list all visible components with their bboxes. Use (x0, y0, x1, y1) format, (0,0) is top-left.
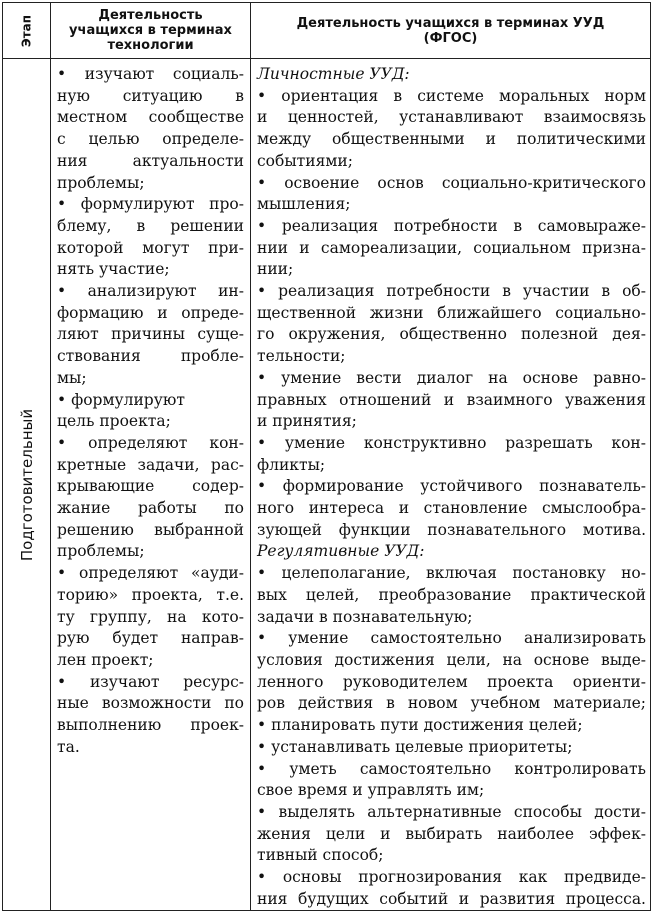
header-fgos (251, 3, 651, 59)
fgos-line: мышления; (257, 195, 351, 214)
technology-line: решению выбранной (57, 520, 244, 539)
fgos-line: нии и самореализации, социальном призна- (257, 238, 646, 257)
technology-cell (51, 59, 251, 911)
fgos-line: • ориентация в системе моральных норм (257, 86, 646, 105)
fgos-line: фликты; (257, 455, 326, 474)
fgos-line: • уметь самостоятельно контролировать (257, 759, 646, 778)
fgos-line: • планировать пути достижения целей; (257, 716, 583, 735)
fgos-line: щественной жизни ближайшего социально- (257, 303, 646, 322)
section-subheading: Регулятивные УУД: (257, 542, 425, 561)
header-stage-label: Этап (19, 14, 33, 47)
fgos-line: и принятия; (257, 412, 357, 431)
fgos-line: • освоение основ социально-критического (257, 173, 646, 192)
fgos-cell (251, 59, 651, 911)
technology-line: формацию и опреде- (57, 303, 244, 322)
technology-line: ляют причины суще- (57, 325, 244, 344)
fgos-line: задачи в познавательную; (257, 607, 473, 626)
header-fgos-line: (ФГОС) (423, 30, 478, 46)
header-fgos-line: Деятельность учащихся в терминах УУД (296, 15, 605, 31)
fgos-line: • основы прогнозирования как предвиде- (257, 868, 646, 887)
fgos-line: • умение вести диалог на основе равно- (257, 368, 646, 387)
fgos-line: условия достижения цели, на основе выде- (257, 650, 646, 669)
stage-name: Подготовительный (17, 408, 36, 561)
fgos-line: ния будущих событий и развития процесса. (257, 889, 646, 908)
section-subheading: Личностные УУД: (257, 65, 410, 83)
technology-line: ные возможности по (57, 694, 244, 713)
technology-line: цель проекта; (57, 412, 171, 431)
fgos-list (257, 64, 646, 910)
technology-line: с целью определе- (57, 130, 244, 149)
fgos-line: событиями; (257, 151, 353, 170)
technology-line: • изучают ресурс- (57, 672, 244, 691)
fgos-line: го окружения, общественно полезной дея- (257, 325, 646, 344)
fgos-line: ров действия в новом учебном материале; (257, 694, 646, 713)
fgos-line: ленного руководителем проекта ориенти- (257, 672, 646, 691)
fgos-line: тивный способ; (257, 846, 384, 865)
technology-line: ния актуальности (57, 151, 244, 170)
fgos-line: • реализация потребности в участии в об- (257, 282, 646, 301)
fgos-line: вых целей, преобразование практической (257, 585, 646, 604)
technology-line: • формулируют про- (57, 195, 244, 214)
header-row (3, 3, 651, 59)
technology-line: жание работы по (57, 499, 244, 518)
stage-row (3, 59, 651, 911)
fgos-line: • умение самостоятельно анализировать (257, 629, 646, 648)
fgos-line: тельности; (257, 347, 346, 366)
fgos-line: жения цели и выбирать наиболее эффек- (257, 824, 646, 843)
fgos-line: • формирование устойчивого познаватель- (257, 477, 646, 496)
technology-line: торию» проекта, т.е. (57, 585, 244, 604)
header-stage (3, 3, 51, 59)
technology-line: ную ситуацию в (57, 86, 244, 105)
technology-line: • определяют «ауди- (57, 564, 244, 583)
fgos-line: свое время и управлять им; (257, 781, 485, 800)
technology-line: рую будет направ- (57, 629, 244, 648)
fgos-line: и ценностей, устанавливают взаимосвязь (257, 108, 646, 127)
technology-line: мы; (57, 368, 87, 387)
technology-line: местном сообществе (57, 108, 244, 127)
technology-line: ствования пробле- (57, 347, 244, 366)
fgos-line: • умение конструктивно разрешать кон- (257, 433, 646, 452)
technology-line: проблемы; (57, 173, 145, 192)
technology-line: та. (57, 737, 80, 756)
technology-line: нять участие; (57, 260, 170, 279)
technology-line: блему, в решении (57, 216, 244, 235)
header-technology-line: технологии (107, 38, 194, 53)
technology-line: крывающие содер- (57, 477, 244, 496)
technology-line: кретные задачи, рас- (57, 455, 244, 474)
header-technology (51, 3, 251, 59)
fgos-line: • целеполагание, включая постановку но- (257, 564, 646, 583)
technology-line: • формулируют (57, 390, 185, 409)
stage-cell (3, 59, 51, 911)
fgos-line: зующей функции познавательного мотива. (257, 520, 646, 539)
technology-line: ту группу, на кото- (57, 607, 244, 626)
technology-line: которой могут при- (57, 238, 244, 257)
fgos-line: правных отношений и взаимного уважения (257, 390, 646, 409)
fgos-line: • выделять альтернативные способы дости- (257, 802, 646, 821)
header-technology-line: Деятельность (98, 8, 203, 23)
fgos-line: • реализация потребности в самовыраже- (257, 216, 646, 235)
technology-line: выполнению проек- (57, 716, 244, 735)
technology-line: • определяют кон- (57, 433, 244, 452)
technology-line: проблемы; (57, 542, 145, 561)
fgos-line: ного интереса и становление смыслообра- (257, 499, 646, 518)
technology-line: • изучают социаль- (57, 65, 244, 83)
fgos-line: нии; (257, 260, 294, 279)
technology-list (57, 64, 244, 759)
fgos-line: • устанавливать целевые приоритеты; (257, 737, 573, 756)
stages-table (2, 2, 651, 911)
technology-line: • анализируют ин- (57, 282, 244, 301)
header-technology-line: учащихся в терминах (69, 23, 232, 38)
technology-line: лен проект; (57, 650, 154, 669)
fgos-line: между общественными и политическими (257, 130, 646, 149)
